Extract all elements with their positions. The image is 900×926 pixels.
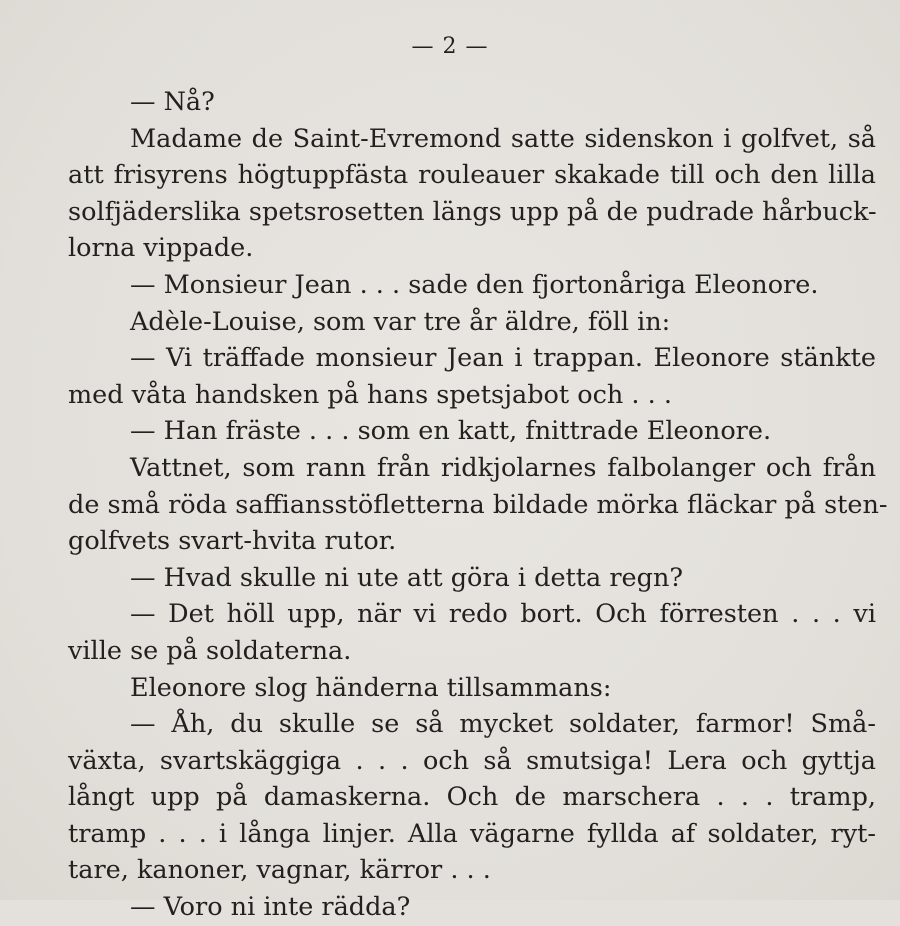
text-line: Madame de Saint-Evremond satte sidenskon i golfvet, så xyxy=(130,123,876,154)
text-line: — Monsieur Jean . . . sade den fjortonåriga Eleonore. xyxy=(130,269,819,300)
text-line: de små röda saffiansstöfletterna bildade mörka fläckar på sten- xyxy=(68,489,888,520)
paragraph xyxy=(68,706,876,889)
text-line: tramp . . . i långa linjer. Alla vägarne fyllda af soldater, ryt- xyxy=(68,818,876,849)
paragraph xyxy=(68,267,876,304)
paragraph xyxy=(68,670,876,707)
paragraph xyxy=(68,304,876,341)
text-line: att frisyrens högtuppfästa rouleauer skakade till och den lilla xyxy=(68,160,876,191)
paragraph xyxy=(68,560,876,597)
text-line: — Vi träffade monsieur Jean i trappan. Eleonore stänkte xyxy=(130,343,876,374)
text-line: tare, kanoner, vagnar, kärror . . . xyxy=(68,855,491,886)
text-line: — Hvad skulle ni ute att göra i detta regn? xyxy=(130,562,684,593)
text-line-cut-off: — Voro ni inte rädda? xyxy=(130,892,411,923)
text-line: — Åh, du skulle se så mycket soldater, farmor! Små- xyxy=(130,709,876,740)
text-line: — Det höll upp, när vi redo bort. Och förresten . . . vi xyxy=(130,599,876,630)
paragraph xyxy=(68,121,876,267)
text-line: växta, svartskäggiga . . . och så smutsiga! Lera och gyttja xyxy=(68,745,876,776)
paragraph xyxy=(68,450,888,560)
paragraph xyxy=(68,84,876,121)
text-line: — Han fräste . . . som en katt, fnittrade Eleonore. xyxy=(130,416,772,447)
text-line: ville se på soldaterna. xyxy=(68,635,352,666)
text-line: långt upp på damaskerna. Och de marschera . . . tramp, xyxy=(68,782,876,813)
text-line: med våta handsken på hans spetsjabot och . . . xyxy=(68,379,672,410)
paragraph xyxy=(68,889,876,923)
text-line: golfvets svart-hvita rutor. xyxy=(68,526,397,557)
paragraph xyxy=(68,413,876,450)
text-line: solfjäderslika spetsrosetten längs upp på de pudrade hårbuck- xyxy=(68,196,877,227)
text-line: Adèle-Louise, som var tre år äldre, föll in: xyxy=(130,306,671,337)
paragraph xyxy=(68,596,876,669)
page-number: — 2 — xyxy=(411,34,489,59)
page-body-text xyxy=(68,84,888,923)
text-line: — Nå? xyxy=(130,87,215,117)
text-line: lorna vippade. xyxy=(68,233,254,264)
text-line: Vattnet, som rann från ridkjolarnes falbolanger och från xyxy=(130,452,876,483)
paragraph xyxy=(68,340,876,413)
text-line: Eleonore slog händerna tillsammans: xyxy=(130,672,612,703)
